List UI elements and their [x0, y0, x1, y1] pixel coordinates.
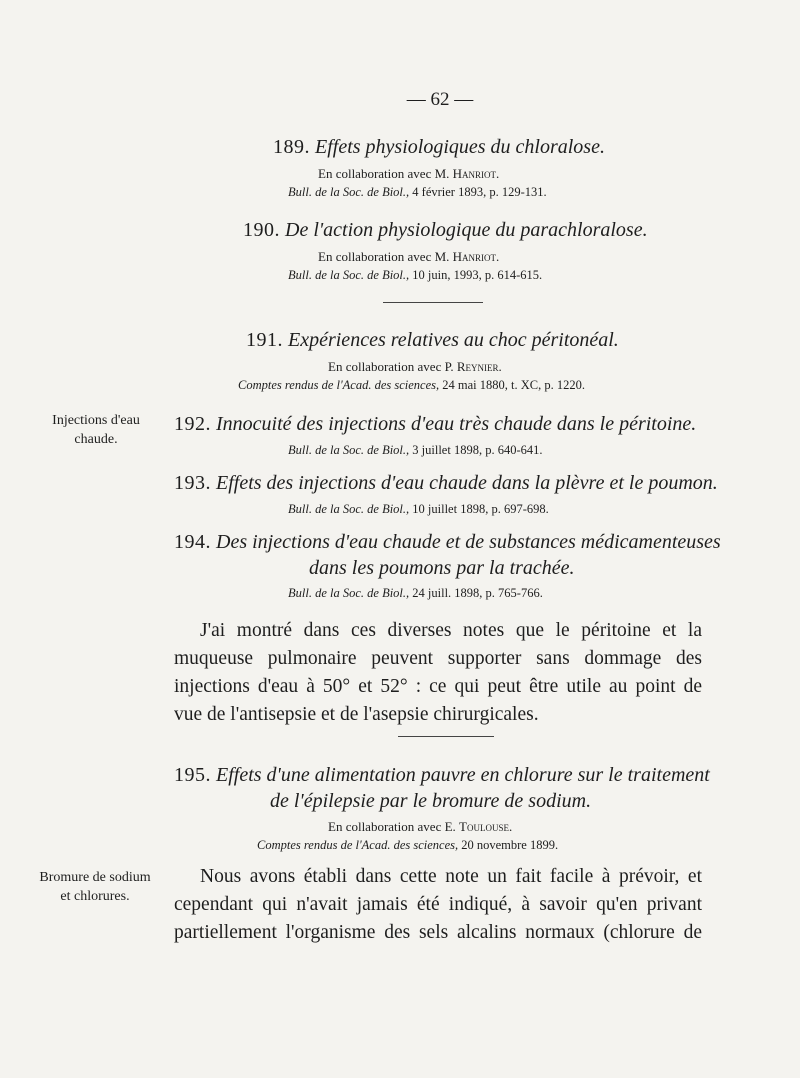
ref-details: 10 juin, 1993, p. 614-615. [412, 268, 543, 282]
entry-title: Effets physiologiques du chloralose. [315, 136, 605, 158]
paragraph-line: Nous avons établi dans cette note un fait facile à prévoir, et [200, 866, 702, 887]
margin-note-line: Injections d'eau [52, 413, 140, 428]
paragraph-line: vue de l'antisepsie et de l'asepsie chirurgicales. [174, 704, 539, 725]
ref-journal: Bull. de la Soc. de Biol., [288, 443, 410, 457]
collab-name: Toulouse. [459, 819, 513, 834]
entry-192-title [174, 413, 696, 436]
entry-title: de l'épilepsie par le bromure de sodium. [270, 790, 592, 812]
ref-journal: Bull. de la Soc. de Biol., [288, 185, 410, 199]
entry-194-title-line2 [309, 557, 575, 580]
margin-note-line: et chlorures. [60, 889, 130, 904]
entry-number: 190. [243, 219, 280, 241]
margin-note-line: Bromure de sodium [39, 870, 151, 885]
entry-number: 189. [273, 136, 310, 158]
paragraph-line: muqueuse pulmonaire peuvent supporter sans dommage des [174, 648, 702, 669]
body-paragraph-1 [174, 617, 702, 729]
entry-189-title [273, 136, 605, 159]
entry-195-title-line2 [270, 790, 591, 813]
entry-191-title [246, 329, 619, 352]
margin-note-line: chaude. [74, 432, 118, 447]
entry-190-title [243, 219, 648, 242]
ref-journal: Bull. de la Soc. de Biol., [288, 268, 410, 282]
entry-193-reference [288, 502, 549, 517]
collab-name: Hanriot. [452, 166, 500, 181]
section-divider [383, 302, 483, 303]
collab-name: Hanriot. [452, 249, 500, 264]
entry-190-reference [288, 268, 542, 283]
ref-details: 24 juill. 1898, p. 765-766. [412, 586, 543, 600]
entry-194-title-line1 [174, 531, 721, 554]
entry-190-collab [318, 249, 499, 265]
paragraph-line: cependant qui n'avait jamais été indiqué, à savoir qu'en privant [174, 894, 702, 915]
entry-189-reference [288, 185, 547, 200]
entry-number: 192. [174, 413, 211, 435]
ref-details: 20 novembre 1899. [461, 838, 559, 852]
entry-number: 194. [174, 531, 211, 553]
entry-number: 193. [174, 472, 211, 494]
entry-192-reference [288, 443, 542, 458]
entry-number: 191. [246, 329, 283, 351]
ref-details: 4 février 1893, p. 129-131. [412, 185, 547, 199]
margin-note-bromure [24, 868, 166, 906]
entry-title: Expériences relatives au choc péritonéal. [288, 329, 619, 351]
entry-195-reference [257, 838, 558, 853]
ref-details: 24 mai 1880, t. XC, p. 1220. [442, 378, 585, 392]
ref-journal: Bull. de la Soc. de Biol., [288, 502, 410, 516]
collab-prefix: En collaboration avec M. [318, 249, 450, 264]
ref-journal: Comptes rendus de l'Acad. des sciences, [238, 378, 440, 392]
page-number: — 62 — [406, 89, 474, 110]
margin-note-injections [34, 411, 158, 449]
entry-195-title-line1 [174, 764, 710, 787]
entry-title: Innocuité des injections d'eau très chaude dans le péritoine. [216, 413, 697, 435]
ref-journal: Comptes rendus de l'Acad. des sciences, [257, 838, 459, 852]
paragraph-line: injections d'eau à 50° et 52° : ce qui peut être utile au point de [174, 676, 702, 697]
ref-journal: Bull. de la Soc. de Biol., [288, 586, 410, 600]
entry-189-collab [318, 166, 499, 182]
section-divider [398, 736, 494, 737]
collab-name: Reynier. [456, 359, 502, 374]
collab-prefix: En collaboration avec P. [328, 359, 454, 374]
entry-193-title [174, 472, 718, 495]
entry-title: dans les poumons par la trachée. [309, 557, 575, 579]
entry-title: De l'action physiologique du parachloralose. [285, 219, 648, 241]
paragraph-line: partiellement l'organisme des sels alcalins normaux (chlorure de [174, 922, 702, 943]
body-paragraph-2 [174, 863, 702, 947]
entry-194-reference [288, 586, 543, 601]
entry-191-collab [328, 359, 502, 375]
collab-prefix: En collaboration avec M. [318, 166, 450, 181]
entry-title: Effets d'une alimentation pauvre en chlorure sur le traitement [216, 764, 710, 786]
entry-number: 195. [174, 764, 211, 786]
ref-details: 3 juillet 1898, p. 640-641. [412, 443, 543, 457]
ref-details: 10 juillet 1898, p. 697-698. [412, 502, 549, 516]
paragraph-line: J'ai montré dans ces diverses notes que le péritoine et la [200, 620, 702, 641]
collab-prefix: En collaboration avec E. [328, 819, 456, 834]
entry-title: Des injections d'eau chaude et de substances médicamenteuses [216, 531, 721, 553]
entry-195-collab [328, 819, 512, 835]
entry-191-reference [238, 378, 585, 393]
entry-title: Effets des injections d'eau chaude dans la plèvre et le poumon. [216, 472, 718, 494]
